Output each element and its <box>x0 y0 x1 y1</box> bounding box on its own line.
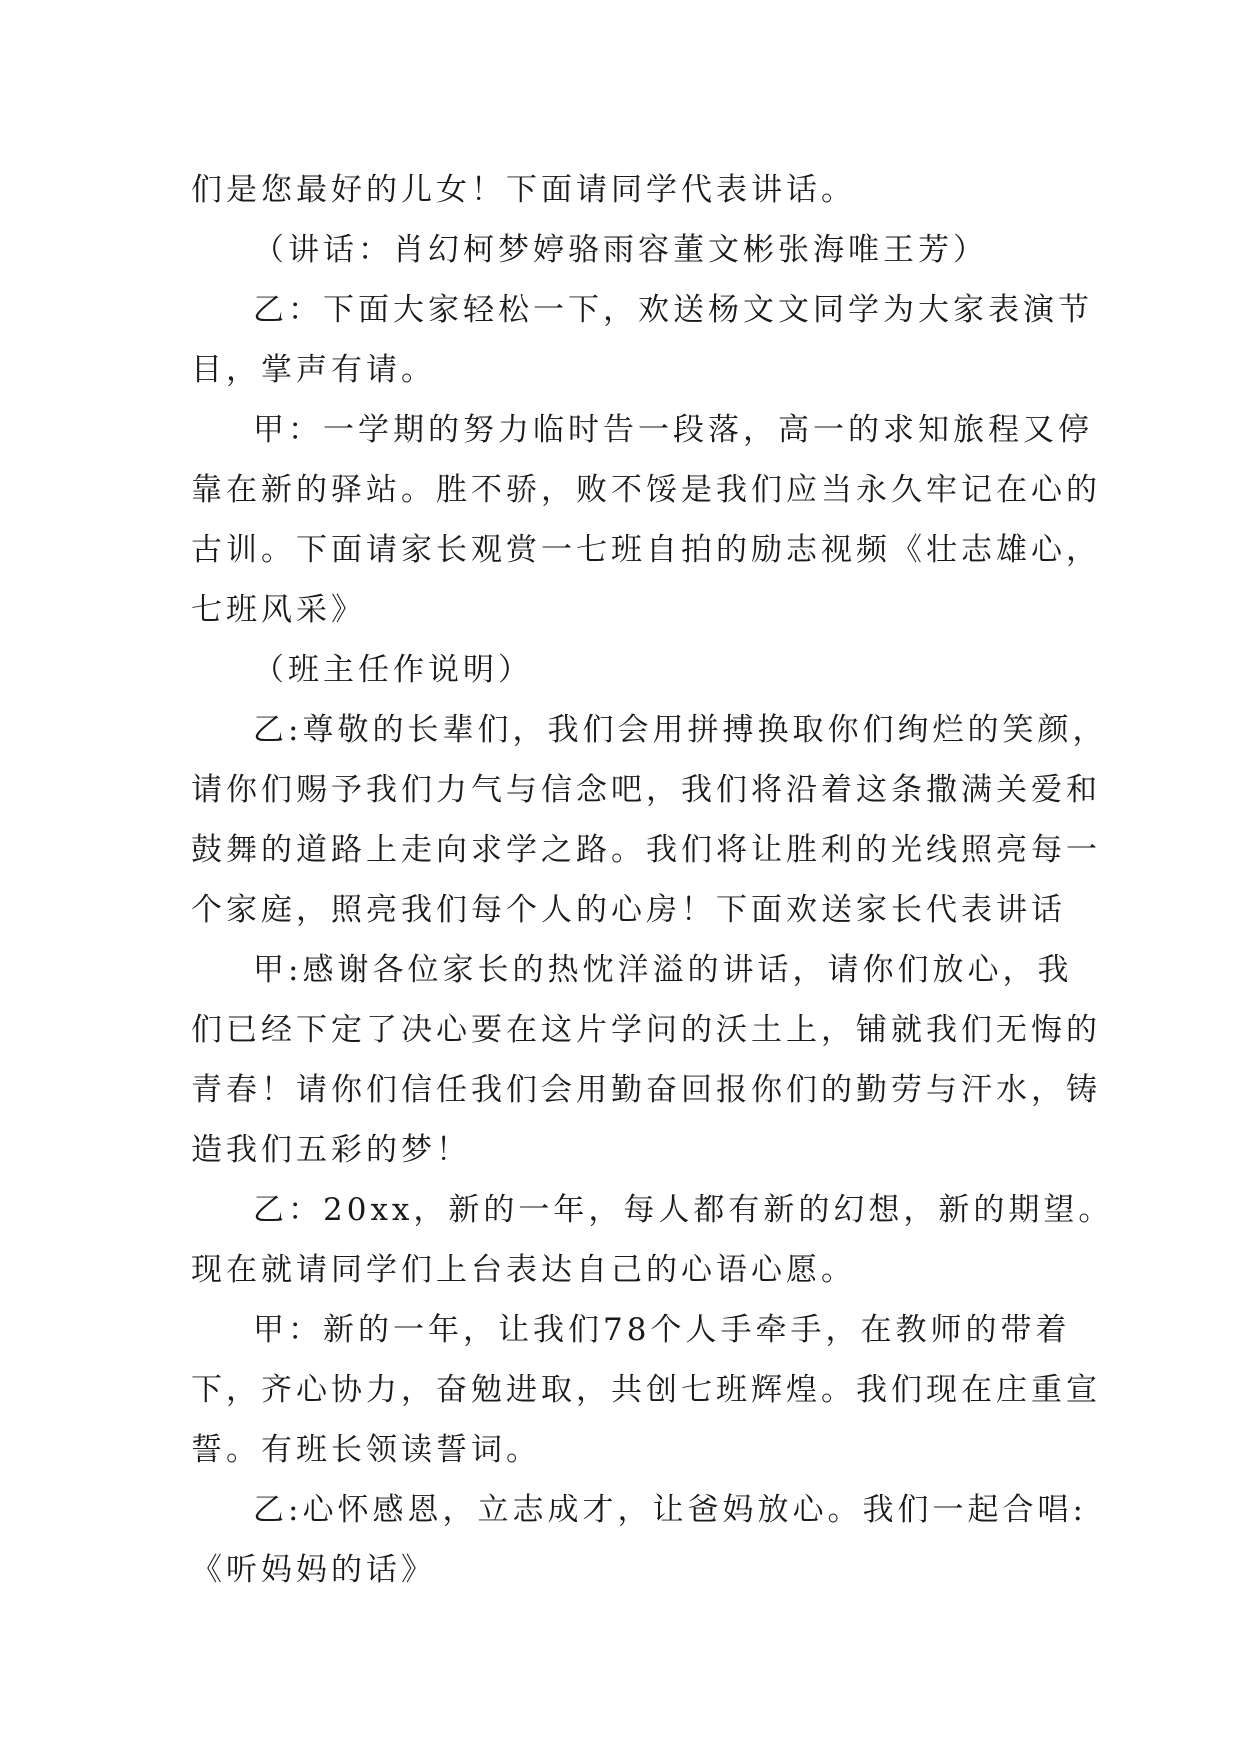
text-line: 甲：一学期的努力临时告一段落，高一的求知旅程又停 <box>253 412 1093 448</box>
text-line: 《听妈妈的话》 <box>191 1552 436 1588</box>
text-line: 请你们赐予我们力气与信念吧，我们将沿着这条撒满关爱和 <box>191 772 1101 808</box>
text-line: 乙:尊敬的长辈们，我们会用拼搏换取你们绚烂的笑颜， <box>253 712 1108 748</box>
text-line: 下，齐心协力，奋勉进取，共创七班辉煌。我们现在庄重宣 <box>191 1372 1101 1408</box>
paragraph-8 <box>191 1180 1114 1300</box>
paragraph-1 <box>191 160 1061 220</box>
text-line: 甲:感谢各位家长的热忱洋溢的讲话，请你们放心，我 <box>253 952 1073 988</box>
text-line: 青春！请你们信任我们会用勤奋回报你们的勤劳与汗水，铸 <box>191 1072 1101 1108</box>
paragraph-5 <box>191 640 1061 700</box>
paragraph-9 <box>191 1300 1101 1480</box>
paragraph-6 <box>191 700 1108 940</box>
text-line: 们是您最好的儿女！下面请同学代表讲话。 <box>191 172 856 208</box>
text-line: 靠在新的驿站。胜不骄，败不馁是我们应当永久牢记在心的 <box>191 472 1101 508</box>
text-line: （班主任作说明） <box>253 652 533 688</box>
text-line: 个家庭，照亮我们每个人的心房！下面欢送家长代表讲话 <box>191 892 1066 928</box>
text-line: 乙:心怀感恩，立志成才，让爸妈放心。我们一起合唱: <box>253 1492 1087 1528</box>
text-line: 七班风采》 <box>191 592 366 628</box>
text-line: 鼓舞的道路上走向求学之路。我们将让胜利的光线照亮每一 <box>191 832 1101 868</box>
paragraph-2 <box>191 220 1061 280</box>
paragraph-10 <box>191 1480 1087 1600</box>
text-line: 造我们五彩的梦！ <box>191 1132 471 1168</box>
text-line: 乙：下面大家轻松一下，欢送杨文文同学为大家表演节 <box>253 292 1093 328</box>
paragraph-4 <box>191 400 1101 640</box>
paragraph-7 <box>191 940 1101 1180</box>
text-line: 乙：20xx，新的一年，每人都有新的幻想，新的期望。 <box>253 1192 1114 1228</box>
document-body <box>191 160 1114 1600</box>
text-line: 甲：新的一年，让我们78个人手牵手，在教师的带着 <box>253 1312 1071 1348</box>
text-line: 目，掌声有请。 <box>191 352 436 388</box>
paragraph-3 <box>191 280 1093 400</box>
text-line: 们已经下定了决心要在这片学问的沃土上，铺就我们无悔的 <box>191 1012 1101 1048</box>
text-line: 现在就请同学们上台表达自己的心语心愿。 <box>191 1252 856 1288</box>
text-line: （讲话：肖幻柯梦婷骆雨容董文彬张海唯王芳） <box>253 232 988 268</box>
text-line: 誓。有班长领读誓词。 <box>191 1432 541 1468</box>
text-line: 古训。下面请家长观赏一七班自拍的励志视频《壮志雄心， <box>191 532 1101 568</box>
